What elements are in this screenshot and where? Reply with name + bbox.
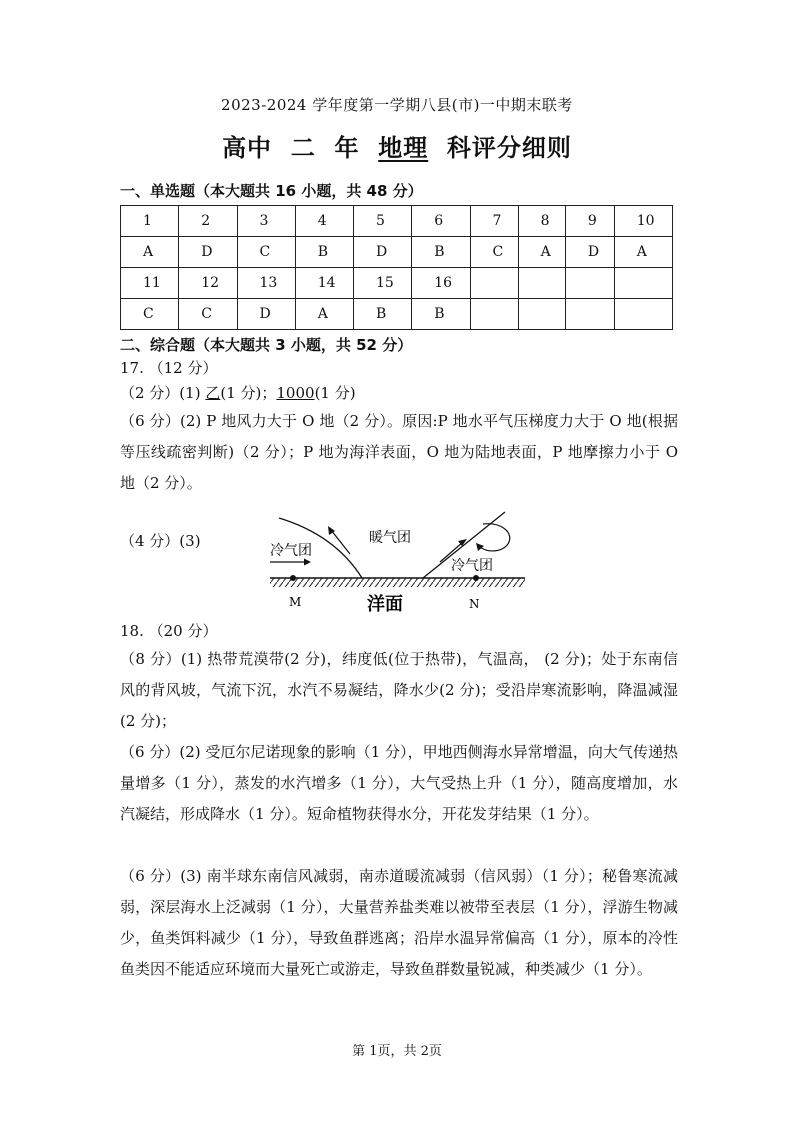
answer-table-cell [470, 268, 518, 299]
q17-p1-prefix: （2 分）(1) [120, 384, 206, 402]
answer-table-cell: 16 [412, 268, 470, 299]
answer-table-cell: 11 [121, 268, 179, 299]
answer-table-row [121, 299, 673, 330]
answer-table-cell: 13 [237, 268, 295, 299]
title-suffix: 科评分细则 [428, 134, 572, 162]
cold-air-mass-left-label: 冷气团 [270, 543, 312, 559]
answer-table-cell: D [354, 237, 412, 268]
cold-flow-arrowhead [304, 559, 311, 566]
answer-table-cell [518, 268, 565, 299]
answer-table-cell: A [121, 237, 179, 268]
answer-table-cell [614, 268, 672, 299]
answer-table-cell [614, 299, 672, 330]
q17-p1-suffix: (1 分) [314, 384, 356, 402]
title-subject: 地理 [378, 134, 429, 162]
ocean-surface-label: 洋面 [367, 594, 403, 615]
answer-table-cell: B [354, 299, 412, 330]
answer-table-cell: 5 [354, 206, 412, 237]
answer-table-cell: 1 [121, 206, 179, 237]
answer-table-cell: A [518, 237, 565, 268]
answer-table-cell: 7 [470, 206, 518, 237]
q17-part2: （6 分）(2) P 地风力大于 O 地（2 分）。原因:P 地水平气压梯度力大于 O 地(根据等压线疏密判断)（2 分）；P 地为海洋表面，O 地为陆地表面，P 地摩擦力小于 O 地（2 分）。 [120, 412, 678, 492]
section1-heading: 一、单选题（本大题共 16 小题，共 48 分） [120, 182, 423, 200]
answer-table-row [121, 268, 673, 299]
answer-table-cell: 12 [179, 268, 237, 299]
answer-table-cell: B [412, 299, 470, 330]
answer-table [120, 205, 673, 330]
answer-table-cell: 10 [614, 206, 672, 237]
answer-table-cell: C [121, 299, 179, 330]
cold-circulation-arrow [479, 524, 510, 551]
q18-part2: （6 分）(2) 受厄尔尼诺现象的影响（1 分），甲地西侧海水异常增温，向大气传递热量增多（1 分），蒸发的水汽增多（1 分），大气受热上升（1 分），随高度增加，水汽凝结，形成降水（1 分）。短命植物获得水分，开花发芽结果（1 分）。 [120, 743, 678, 823]
ground-hatching [270, 578, 525, 587]
answer-table-cell: 2 [179, 206, 237, 237]
warm-rise-arrow-left [331, 530, 350, 554]
q17-p1-answer1: 乙 [205, 384, 221, 402]
answer-table-cell: D [179, 237, 237, 268]
q18-part3: （6 分）(3) 南半球东南信风减弱，南赤道暖流减弱（信风弱）（1 分）；秘鲁寒流减弱，深层海水上泛减弱（1 分），大量营养盐类难以被带至表层（1 分），浮游生物减少，鱼类饵料减少（1 分），导致鱼群逃离；沿岸水温异常偏高（1 分），原本的冷性鱼类因不能适应环境而大量死亡或游走，导致鱼群数量锐减，种类减少（1 分）。 [120, 867, 678, 978]
section2-heading: 二、综合题（本大题共 3 小题，共 52 分） [120, 336, 413, 354]
answer-table-cell: A [295, 299, 353, 330]
q17-p1-mid: (1 分)； [220, 384, 277, 402]
answer-table-cell: 3 [237, 206, 295, 237]
answer-table-cell: A [614, 237, 672, 268]
exam-subtitle: 2023-2024 学年度第一学期八县(市)一中期末联考 [221, 96, 573, 114]
cold-air-mass-right-label: 冷气团 [451, 558, 493, 574]
answer-table-cell: 15 [354, 268, 412, 299]
answer-table-cell [518, 299, 565, 330]
answer-table-cell: C [179, 299, 237, 330]
answer-table-cell: B [412, 237, 470, 268]
q17-p1-answer2: 1000 [276, 384, 315, 402]
page-title [0, 128, 794, 163]
answer-table-cell: C [237, 237, 295, 268]
answer-table-cell: C [470, 237, 518, 268]
frontal-system-diagram [265, 510, 535, 620]
q18-title: 18. （20 分） [120, 622, 218, 640]
answer-table-cell: D [237, 299, 295, 330]
answer-table-cell [470, 299, 518, 330]
warm-air-mass-label: 暖气团 [369, 530, 411, 546]
answer-table-cell: 9 [565, 206, 614, 237]
title-prefix: 高中 二 年 [222, 134, 379, 162]
q18-part1: （8 分）(1) 热带荒漠带(2 分)，纬度低(位于热带)，气温高， (2 分)；处于东南信风的背风坡，气流下沉，水汽不易凝结，降水少(2 分)；受沿岸寒流影响，降温减湿(2 分)； [120, 650, 678, 730]
point-n-label: N [469, 597, 480, 611]
point-m-label: M [289, 595, 302, 609]
answer-table-row [121, 237, 673, 268]
answer-table-cell: D [565, 237, 614, 268]
q17-part3-label: （4 分）(3) [120, 532, 201, 550]
answer-table-cell: 4 [295, 206, 353, 237]
point-n-dot [473, 575, 479, 581]
answer-table-row [121, 206, 673, 237]
answer-table-cell: 6 [412, 206, 470, 237]
point-m-dot [290, 575, 296, 581]
answer-table-cell: 8 [518, 206, 565, 237]
page-number: 第 1页，共 2页 [352, 1044, 442, 1059]
answer-table-cell [565, 299, 614, 330]
cold-circulation-arrowhead [476, 543, 484, 551]
answer-table-cell: B [295, 237, 353, 268]
answer-table-cell: 14 [295, 268, 353, 299]
answer-table-cell [565, 268, 614, 299]
q17-title: 17. （12 分） [120, 359, 218, 377]
q17-part1 [120, 382, 680, 403]
